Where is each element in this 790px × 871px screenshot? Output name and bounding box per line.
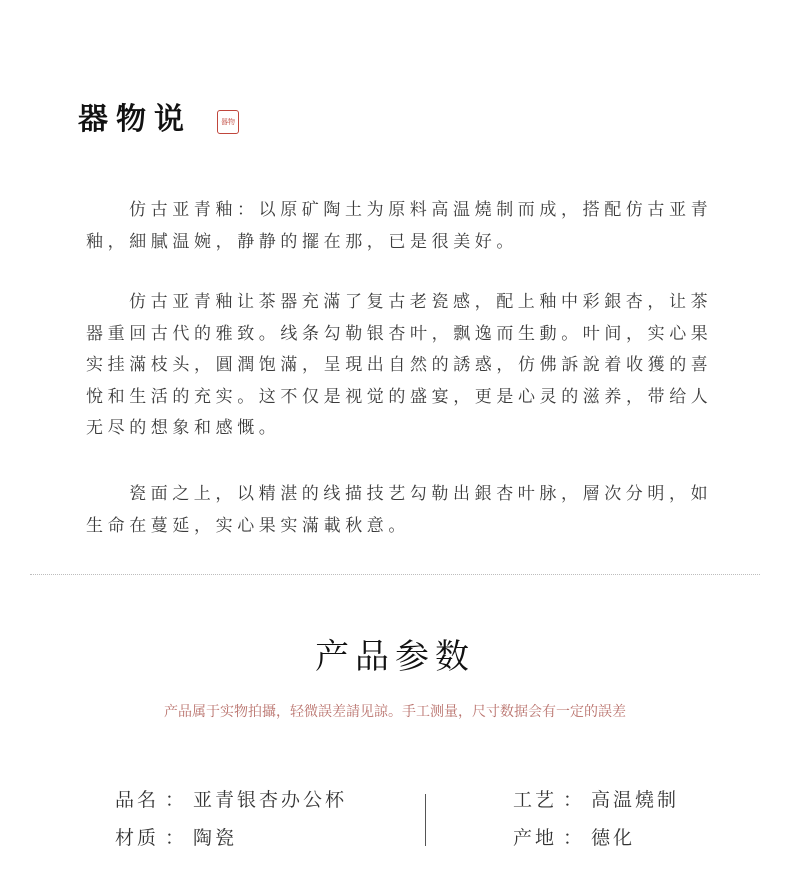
param-separator: ： [165, 827, 188, 849]
param-craft [513, 786, 679, 814]
dotted-divider [30, 574, 760, 575]
param-label: 工艺 [513, 789, 558, 811]
seal-stamp-icon: 器物 [217, 110, 239, 134]
param-value: 亚青银杏办公杯 [193, 789, 348, 811]
param-label: 材质 [115, 827, 160, 849]
description-paragraph: 仿古亚青釉让茶器充滿了复古老瓷感，配上釉中彩銀杏，让茶器重回古代的雅致。线条勾勒银杏叶，飘逸而生動。叶间，实心果实挂滿枝头，圓潤饱滿，呈現出自然的誘惑，仿佛訴說着收獲的喜悅和生活的充实。这不仅是视觉的盛宴，更是心灵的滋养，带给人无尽的想象和感慨。 [86, 292, 713, 438]
detail-paragraph: 瓷面之上，以精湛的线描技艺勾勒出銀杏叶脉，層次分明，如生命在蔓延，实心果实滿載秋意。 [86, 484, 713, 536]
param-value: 陶瓷 [193, 827, 238, 849]
params-disclaimer: 产品属于实物拍攝，轻微誤差請见諒。手工测量，尺寸数据会有一定的誤差 [164, 704, 626, 720]
intro-paragraph: 仿古亚青釉：以原矿陶土为原料高温燒制而成，搭配仿古亚青釉，細膩温婉，静静的擺在那，已是很美好。 [86, 200, 713, 252]
param-value: 德化 [591, 827, 636, 849]
section-title: 器物说 [78, 102, 192, 137]
param-material [115, 824, 237, 852]
param-label: 品名 [115, 789, 160, 811]
param-origin [513, 824, 635, 852]
param-value: 高温燒制 [591, 789, 680, 811]
param-label: 产地 [513, 827, 558, 849]
column-divider [425, 794, 426, 846]
param-separator: ： [563, 827, 586, 849]
param-separator: ： [563, 789, 586, 811]
params-title: 产品参数 [315, 637, 475, 677]
param-separator: ： [165, 789, 188, 811]
param-name [115, 786, 347, 814]
